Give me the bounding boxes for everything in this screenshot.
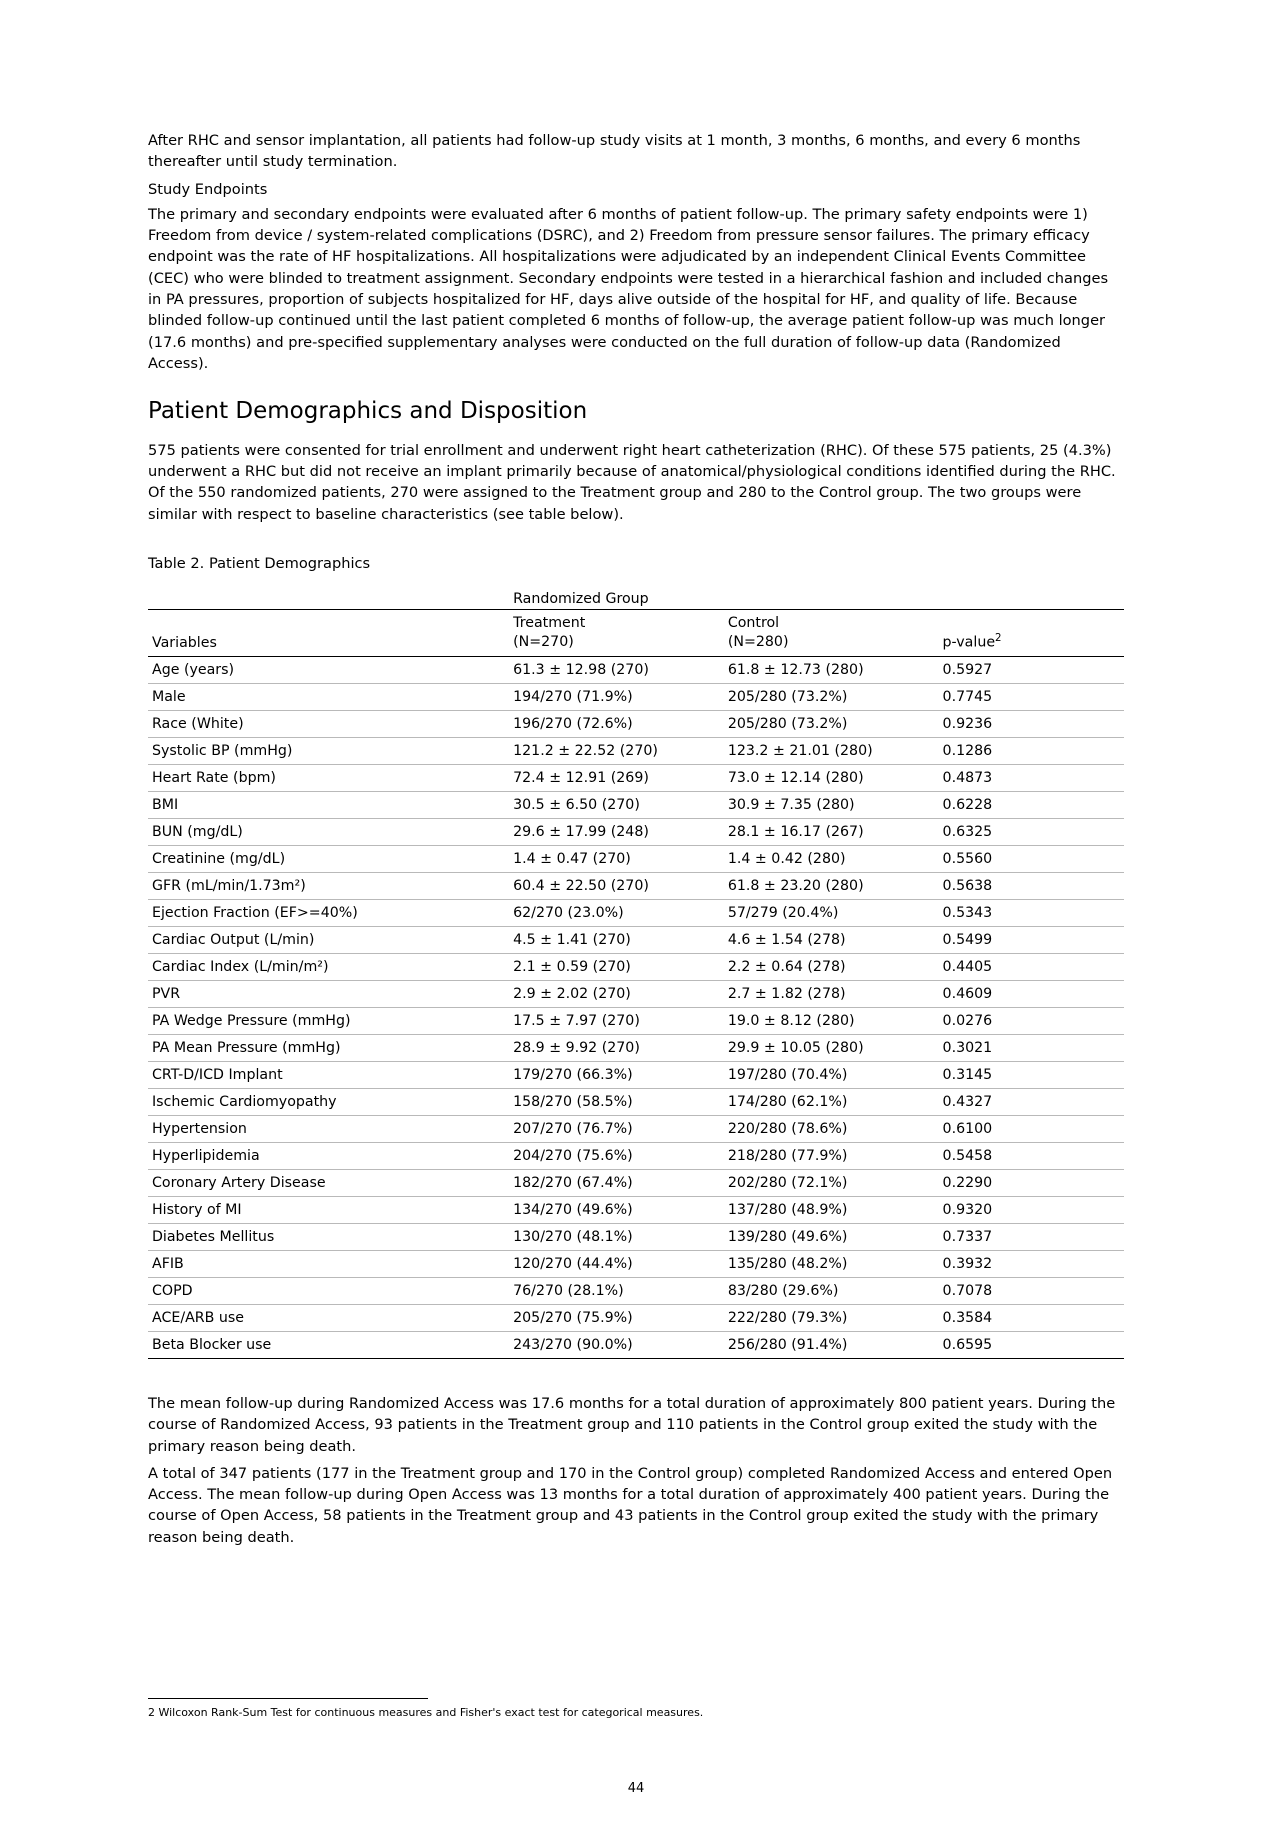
cell-control: 57/279 (20.4%) [724, 899, 939, 926]
cell-control: 205/280 (73.2%) [724, 683, 939, 710]
cell-treatment: 121.2 ± 22.52 (270) [509, 737, 724, 764]
table-row [148, 1034, 1124, 1061]
cell-pvalue: 0.7078 [939, 1277, 1124, 1304]
footnote-section [148, 1698, 1124, 1721]
cell-pvalue: 0.9320 [939, 1196, 1124, 1223]
cell-variable: AFIB [148, 1250, 509, 1277]
column-header-control [724, 610, 939, 657]
heading-study-endpoints: Study Endpoints [148, 180, 268, 198]
cell-control: 28.1 ± 16.17 (267) [724, 818, 939, 845]
cell-control: 4.6 ± 1.54 (278) [724, 926, 939, 953]
cell-variable: GFR (mL/min/1.73m²) [148, 872, 509, 899]
cell-variable: Race (White) [148, 710, 509, 737]
cell-control: 197/280 (70.4%) [724, 1061, 939, 1088]
table-row [148, 737, 1124, 764]
cell-control: 135/280 (48.2%) [724, 1250, 939, 1277]
table-row [148, 872, 1124, 899]
table-header-row [148, 610, 1124, 657]
column-header-treatment-label: Treatment [513, 615, 586, 632]
column-header-variables: Variables [148, 610, 509, 657]
cell-variable: PVR [148, 980, 509, 1007]
table-row [148, 683, 1124, 710]
cell-control: 61.8 ± 12.73 (280) [724, 656, 939, 683]
cell-control: 61.8 ± 23.20 (280) [724, 872, 939, 899]
cell-treatment: 182/270 (67.4%) [509, 1169, 724, 1196]
paragraph-follow-up: After RHC and sensor implantation, all patients had follow-up study visits at 1 month, 3 months, 6 months, and every 6 months thereafter until study termination. [148, 132, 1081, 171]
table-row [148, 1115, 1124, 1142]
cell-control: 202/280 (72.1%) [724, 1169, 939, 1196]
cell-pvalue: 0.2290 [939, 1169, 1124, 1196]
table-row [148, 1088, 1124, 1115]
table-row [148, 1007, 1124, 1034]
cell-variable: Male [148, 683, 509, 710]
cell-variable: Cardiac Index (L/min/m²) [148, 953, 509, 980]
cell-treatment: 72.4 ± 12.91 (269) [509, 764, 724, 791]
cell-variable: PA Mean Pressure (mmHg) [148, 1034, 509, 1061]
cell-control: 73.0 ± 12.14 (280) [724, 764, 939, 791]
group-header-randomized-group: Randomized Group [513, 591, 649, 608]
cell-treatment: 62/270 (23.0%) [509, 899, 724, 926]
table-row [148, 791, 1124, 818]
cell-pvalue: 0.4609 [939, 980, 1124, 1007]
cell-treatment: 2.9 ± 2.02 (270) [509, 980, 724, 1007]
cell-control: 1.4 ± 0.42 (280) [724, 845, 939, 872]
table-row [148, 1169, 1124, 1196]
cell-variable: Creatinine (mg/dL) [148, 845, 509, 872]
cell-control: 174/280 (62.1%) [724, 1088, 939, 1115]
cell-pvalue: 0.3021 [939, 1034, 1124, 1061]
column-header-pvalue-footnote-marker: 2 [995, 633, 1002, 645]
cell-variable: Cardiac Output (L/min) [148, 926, 509, 953]
column-header-treatment [509, 610, 724, 657]
cell-variable: Ischemic Cardiomyopathy [148, 1088, 509, 1115]
table-row [148, 764, 1124, 791]
cell-treatment: 158/270 (58.5%) [509, 1088, 724, 1115]
cell-treatment: 30.5 ± 6.50 (270) [509, 791, 724, 818]
cell-variable: BUN (mg/dL) [148, 818, 509, 845]
page-number: 44 [627, 1780, 645, 1796]
cell-variable: ACE/ARB use [148, 1304, 509, 1331]
paragraph-open-access: A total of 347 patients (177 in the Treatment group and 170 in the Control group) completed Randomized Access and entered Open Access. The mean follow-up during Open Access was 13 months for a total duration of approximately 400 patient years. During the course of Open Access, 58 patients in the Treatment group and 43 patients in the Control group exited the study with the primary reason being death. [148, 1464, 1113, 1546]
cell-pvalue: 0.9236 [939, 710, 1124, 737]
paragraph-enrollment: 575 patients were consented for trial enrollment and underwent right heart catheterization (RHC). Of these 575 patients, 25 (4.3%) underwent a RHC but did not receive an implant primarily because of anatomical/physiological conditions identified during the RHC. Of the 550 randomized patients, 270 were assigned to the Treatment group and 280 to the Control group. The two groups were similar with respect to baseline characteristics (see table below). [148, 441, 1116, 523]
cell-variable: Ejection Fraction (EF>=40%) [148, 899, 509, 926]
table-row [148, 899, 1124, 926]
group-header-empty [148, 586, 509, 610]
cell-treatment: 60.4 ± 22.50 (270) [509, 872, 724, 899]
cell-treatment: 205/270 (75.9%) [509, 1304, 724, 1331]
cell-control: 256/280 (91.4%) [724, 1331, 939, 1358]
cell-pvalue: 0.5458 [939, 1142, 1124, 1169]
table-group-header-row [148, 586, 1124, 610]
cell-control: 83/280 (29.6%) [724, 1277, 939, 1304]
cell-pvalue: 0.3584 [939, 1304, 1124, 1331]
cell-control: 205/280 (73.2%) [724, 710, 939, 737]
column-header-treatment-n: (N=270) [513, 633, 574, 650]
table-row [148, 1223, 1124, 1250]
cell-pvalue: 0.6228 [939, 791, 1124, 818]
table-row [148, 926, 1124, 953]
column-header-control-label: Control [727, 615, 780, 632]
footnote-divider [148, 1698, 428, 1699]
table-row [148, 710, 1124, 737]
cell-pvalue: 0.6100 [939, 1115, 1124, 1142]
cell-pvalue: 0.1286 [939, 737, 1124, 764]
cell-control: 222/280 (79.3%) [724, 1304, 939, 1331]
cell-variable: Systolic BP (mmHg) [148, 737, 509, 764]
cell-treatment: 4.5 ± 1.41 (270) [509, 926, 724, 953]
cell-variable: Heart Rate (bpm) [148, 764, 509, 791]
cell-pvalue: 0.3932 [939, 1250, 1124, 1277]
cell-treatment: 134/270 (49.6%) [509, 1196, 724, 1223]
cell-pvalue: 0.6325 [939, 818, 1124, 845]
cell-treatment: 61.3 ± 12.98 (270) [509, 656, 724, 683]
cell-variable: COPD [148, 1277, 509, 1304]
table-row [148, 1304, 1124, 1331]
cell-control: 29.9 ± 10.05 (280) [724, 1034, 939, 1061]
cell-pvalue: 0.3145 [939, 1061, 1124, 1088]
cell-treatment: 179/270 (66.3%) [509, 1061, 724, 1088]
cell-control: 218/280 (77.9%) [724, 1142, 939, 1169]
paragraph-endpoints: The primary and secondary endpoints were evaluated after 6 months of patient follow-up. The primary safety endpoints were 1) Freedom from device / system-related complications (DSRC), and 2) Freedom from pressure sensor failures. The primary efficacy endpoint was the rate of HF hospitalizations. All hospitalizations were adjudicated by an independent Clinical Events Committee (CEC) who were blinded to treatment assignment. Secondary endpoints were tested in a hierarchical fashion and included changes in PA pressures, proportion of subjects hospitalized for HF, days alive outside of the hospital for HF, and quality of life. Because blinded follow-up continued until the last patient completed 6 months of follow-up, the average patient follow-up was much longer (17.6 months) and pre-specified supplementary analyses were conducted on the full duration of follow-up data (Randomized Access). [148, 205, 1109, 372]
cell-control: 30.9 ± 7.35 (280) [724, 791, 939, 818]
cell-variable: Hypertension [148, 1115, 509, 1142]
cell-pvalue: 0.4405 [939, 953, 1124, 980]
table-row [148, 1142, 1124, 1169]
cell-variable: History of MI [148, 1196, 509, 1223]
group-header-spacer-2 [939, 586, 1124, 610]
table-row [148, 1250, 1124, 1277]
table-row [148, 953, 1124, 980]
cell-control: 2.2 ± 0.64 (278) [724, 953, 939, 980]
section-title-patient-demographics: Patient Demographics and Disposition [148, 398, 588, 425]
table-caption: Table 2. Patient Demographics [148, 555, 371, 573]
patient-demographics-table [148, 586, 1124, 1359]
table-row [148, 1277, 1124, 1304]
table-row [148, 845, 1124, 872]
table-row [148, 818, 1124, 845]
column-header-pvalue-label: p-value [942, 634, 996, 651]
footnote-text: 2 Wilcoxon Rank-Sum Test for continuous measures and Fisher's exact test for categorical measures. [148, 1706, 704, 1720]
cell-treatment: 17.5 ± 7.97 (270) [509, 1007, 724, 1034]
cell-pvalue: 0.4327 [939, 1088, 1124, 1115]
cell-pvalue: 0.0276 [939, 1007, 1124, 1034]
cell-pvalue: 0.5499 [939, 926, 1124, 953]
cell-variable: BMI [148, 791, 509, 818]
cell-variable: Beta Blocker use [148, 1331, 509, 1358]
cell-pvalue: 0.5638 [939, 872, 1124, 899]
cell-variable: Hyperlipidemia [148, 1142, 509, 1169]
table-row [148, 1196, 1124, 1223]
column-header-control-n: (N=280) [727, 633, 789, 650]
cell-pvalue: 0.5343 [939, 899, 1124, 926]
cell-pvalue: 0.5560 [939, 845, 1124, 872]
table-row [148, 980, 1124, 1007]
cell-variable: PA Wedge Pressure (mmHg) [148, 1007, 509, 1034]
cell-treatment: 2.1 ± 0.59 (270) [509, 953, 724, 980]
cell-pvalue: 0.7745 [939, 683, 1124, 710]
table-row [148, 1061, 1124, 1088]
cell-control: 139/280 (49.6%) [724, 1223, 939, 1250]
cell-pvalue: 0.4873 [939, 764, 1124, 791]
cell-treatment: 243/270 (90.0%) [509, 1331, 724, 1358]
cell-treatment: 76/270 (28.1%) [509, 1277, 724, 1304]
group-header-spacer-1 [724, 586, 939, 610]
cell-pvalue: 0.5927 [939, 656, 1124, 683]
cell-control: 2.7 ± 1.82 (278) [724, 980, 939, 1007]
cell-control: 137/280 (48.9%) [724, 1196, 939, 1223]
table-row [148, 656, 1124, 683]
cell-treatment: 1.4 ± 0.47 (270) [509, 845, 724, 872]
cell-variable: Diabetes Mellitus [148, 1223, 509, 1250]
cell-treatment: 120/270 (44.4%) [509, 1250, 724, 1277]
column-header-pvalue [939, 610, 1124, 657]
cell-treatment: 196/270 (72.6%) [509, 710, 724, 737]
cell-pvalue: 0.7337 [939, 1223, 1124, 1250]
paragraph-randomized-access: The mean follow-up during Randomized Access was 17.6 months for a total duration of approximately 800 patient years. During the course of Randomized Access, 93 patients in the Treatment group and 110 patients in the Control group exited the study with the primary reason being death. [148, 1394, 1116, 1455]
cell-treatment: 204/270 (75.6%) [509, 1142, 724, 1169]
cell-treatment: 29.6 ± 17.99 (248) [509, 818, 724, 845]
cell-pvalue: 0.6595 [939, 1331, 1124, 1358]
cell-treatment: 28.9 ± 9.92 (270) [509, 1034, 724, 1061]
cell-variable: Coronary Artery Disease [148, 1169, 509, 1196]
cell-control: 220/280 (78.6%) [724, 1115, 939, 1142]
cell-treatment: 207/270 (76.7%) [509, 1115, 724, 1142]
table-row [148, 1331, 1124, 1358]
cell-variable: CRT-D/ICD Implant [148, 1061, 509, 1088]
cell-control: 123.2 ± 21.01 (280) [724, 737, 939, 764]
cell-treatment: 130/270 (48.1%) [509, 1223, 724, 1250]
cell-treatment: 194/270 (71.9%) [509, 683, 724, 710]
cell-variable: Age (years) [148, 656, 509, 683]
cell-control: 19.0 ± 8.12 (280) [724, 1007, 939, 1034]
